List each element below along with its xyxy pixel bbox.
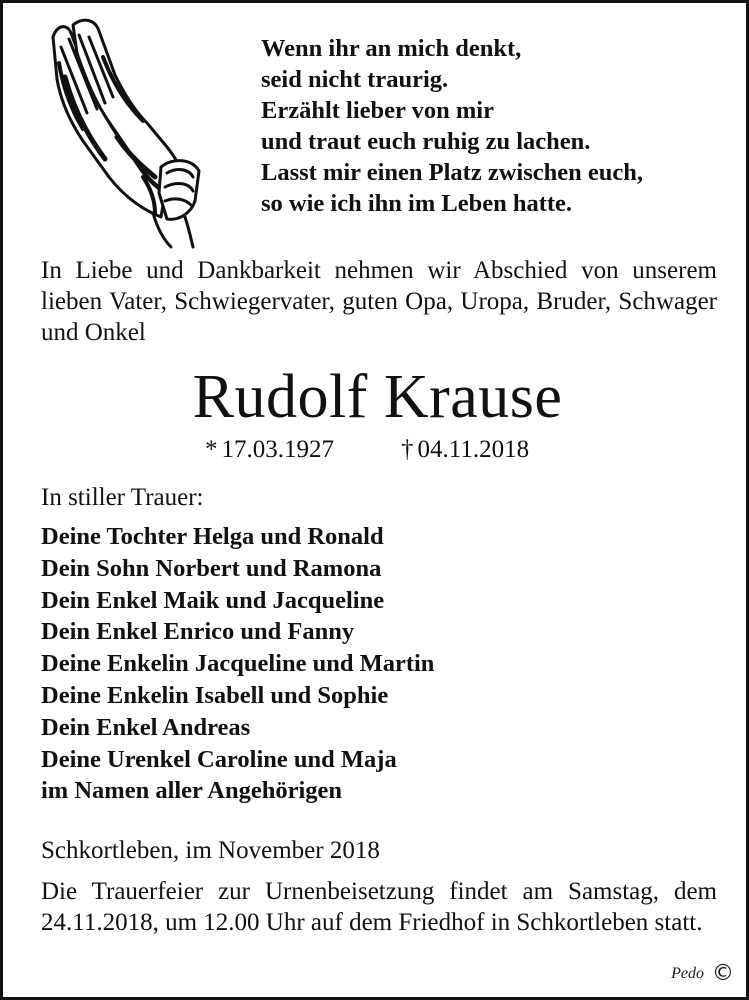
family-list: [41, 521, 434, 807]
copyright-icon: ©: [712, 961, 734, 986]
intro-text: In Liebe und Dankbarkeit nehmen wir Abschied von unserem lieben Vater, Schwiegervater, guten Opa, Uropa, Bruder, Schwager und Onkel: [41, 257, 717, 346]
praying-hands-icon: [43, 17, 203, 249]
death-date-value: 04.11.2018: [417, 436, 530, 463]
family-member: Deine Enkelin Jacqueline und Martin: [41, 650, 435, 678]
family-member: Dein Enkel Maik und Jacqueline: [41, 586, 385, 614]
birth-date: [205, 434, 334, 466]
family-member: Dein Enkel Enrico und Fanny: [41, 618, 355, 646]
poem-line: Lasst mir einen Platz zwischen euch,: [261, 159, 643, 186]
place-date: Schkortleben, im November 2018: [41, 837, 380, 864]
poem-line: so wie ich ihn im Leben hatte.: [261, 190, 573, 217]
poem-line: seid nicht traurig.: [261, 66, 449, 93]
poem: [261, 33, 731, 219]
family-member: im Namen aller Angehörigen: [41, 777, 343, 805]
death-date: [401, 434, 529, 466]
family-member: Dein Sohn Norbert und Ramona: [41, 554, 382, 582]
family-member: Deine Urenkel Caroline und Maja: [41, 745, 397, 773]
family-member: Deine Enkelin Isabell und Sophie: [41, 681, 389, 709]
poem-line: Wenn ihr an mich denkt,: [261, 35, 522, 62]
death-symbol: †: [401, 436, 414, 463]
birth-date-value: 17.03.1927: [221, 436, 334, 463]
poem-line: Erzählt lieber von mir: [261, 97, 494, 124]
birth-symbol: *: [205, 436, 218, 463]
deceased-name: Rudolf Krause: [192, 363, 563, 431]
mourning-label: In stiller Trauer:: [41, 484, 204, 511]
ceremony-text: Die Trauerfeier zur Urnenbeisetzung findet am Samstag, dem 24.11.2018, um 12.00 Uhr auf dem Friedhof in Schkortleben statt.: [41, 878, 717, 936]
poem-line: und traut euch ruhig zu lachen.: [261, 128, 591, 155]
family-member: Dein Enkel Andreas: [41, 713, 251, 741]
designer-signature: Pedo: [671, 965, 704, 982]
family-member: Deine Tochter Helga und Ronald: [41, 523, 384, 550]
